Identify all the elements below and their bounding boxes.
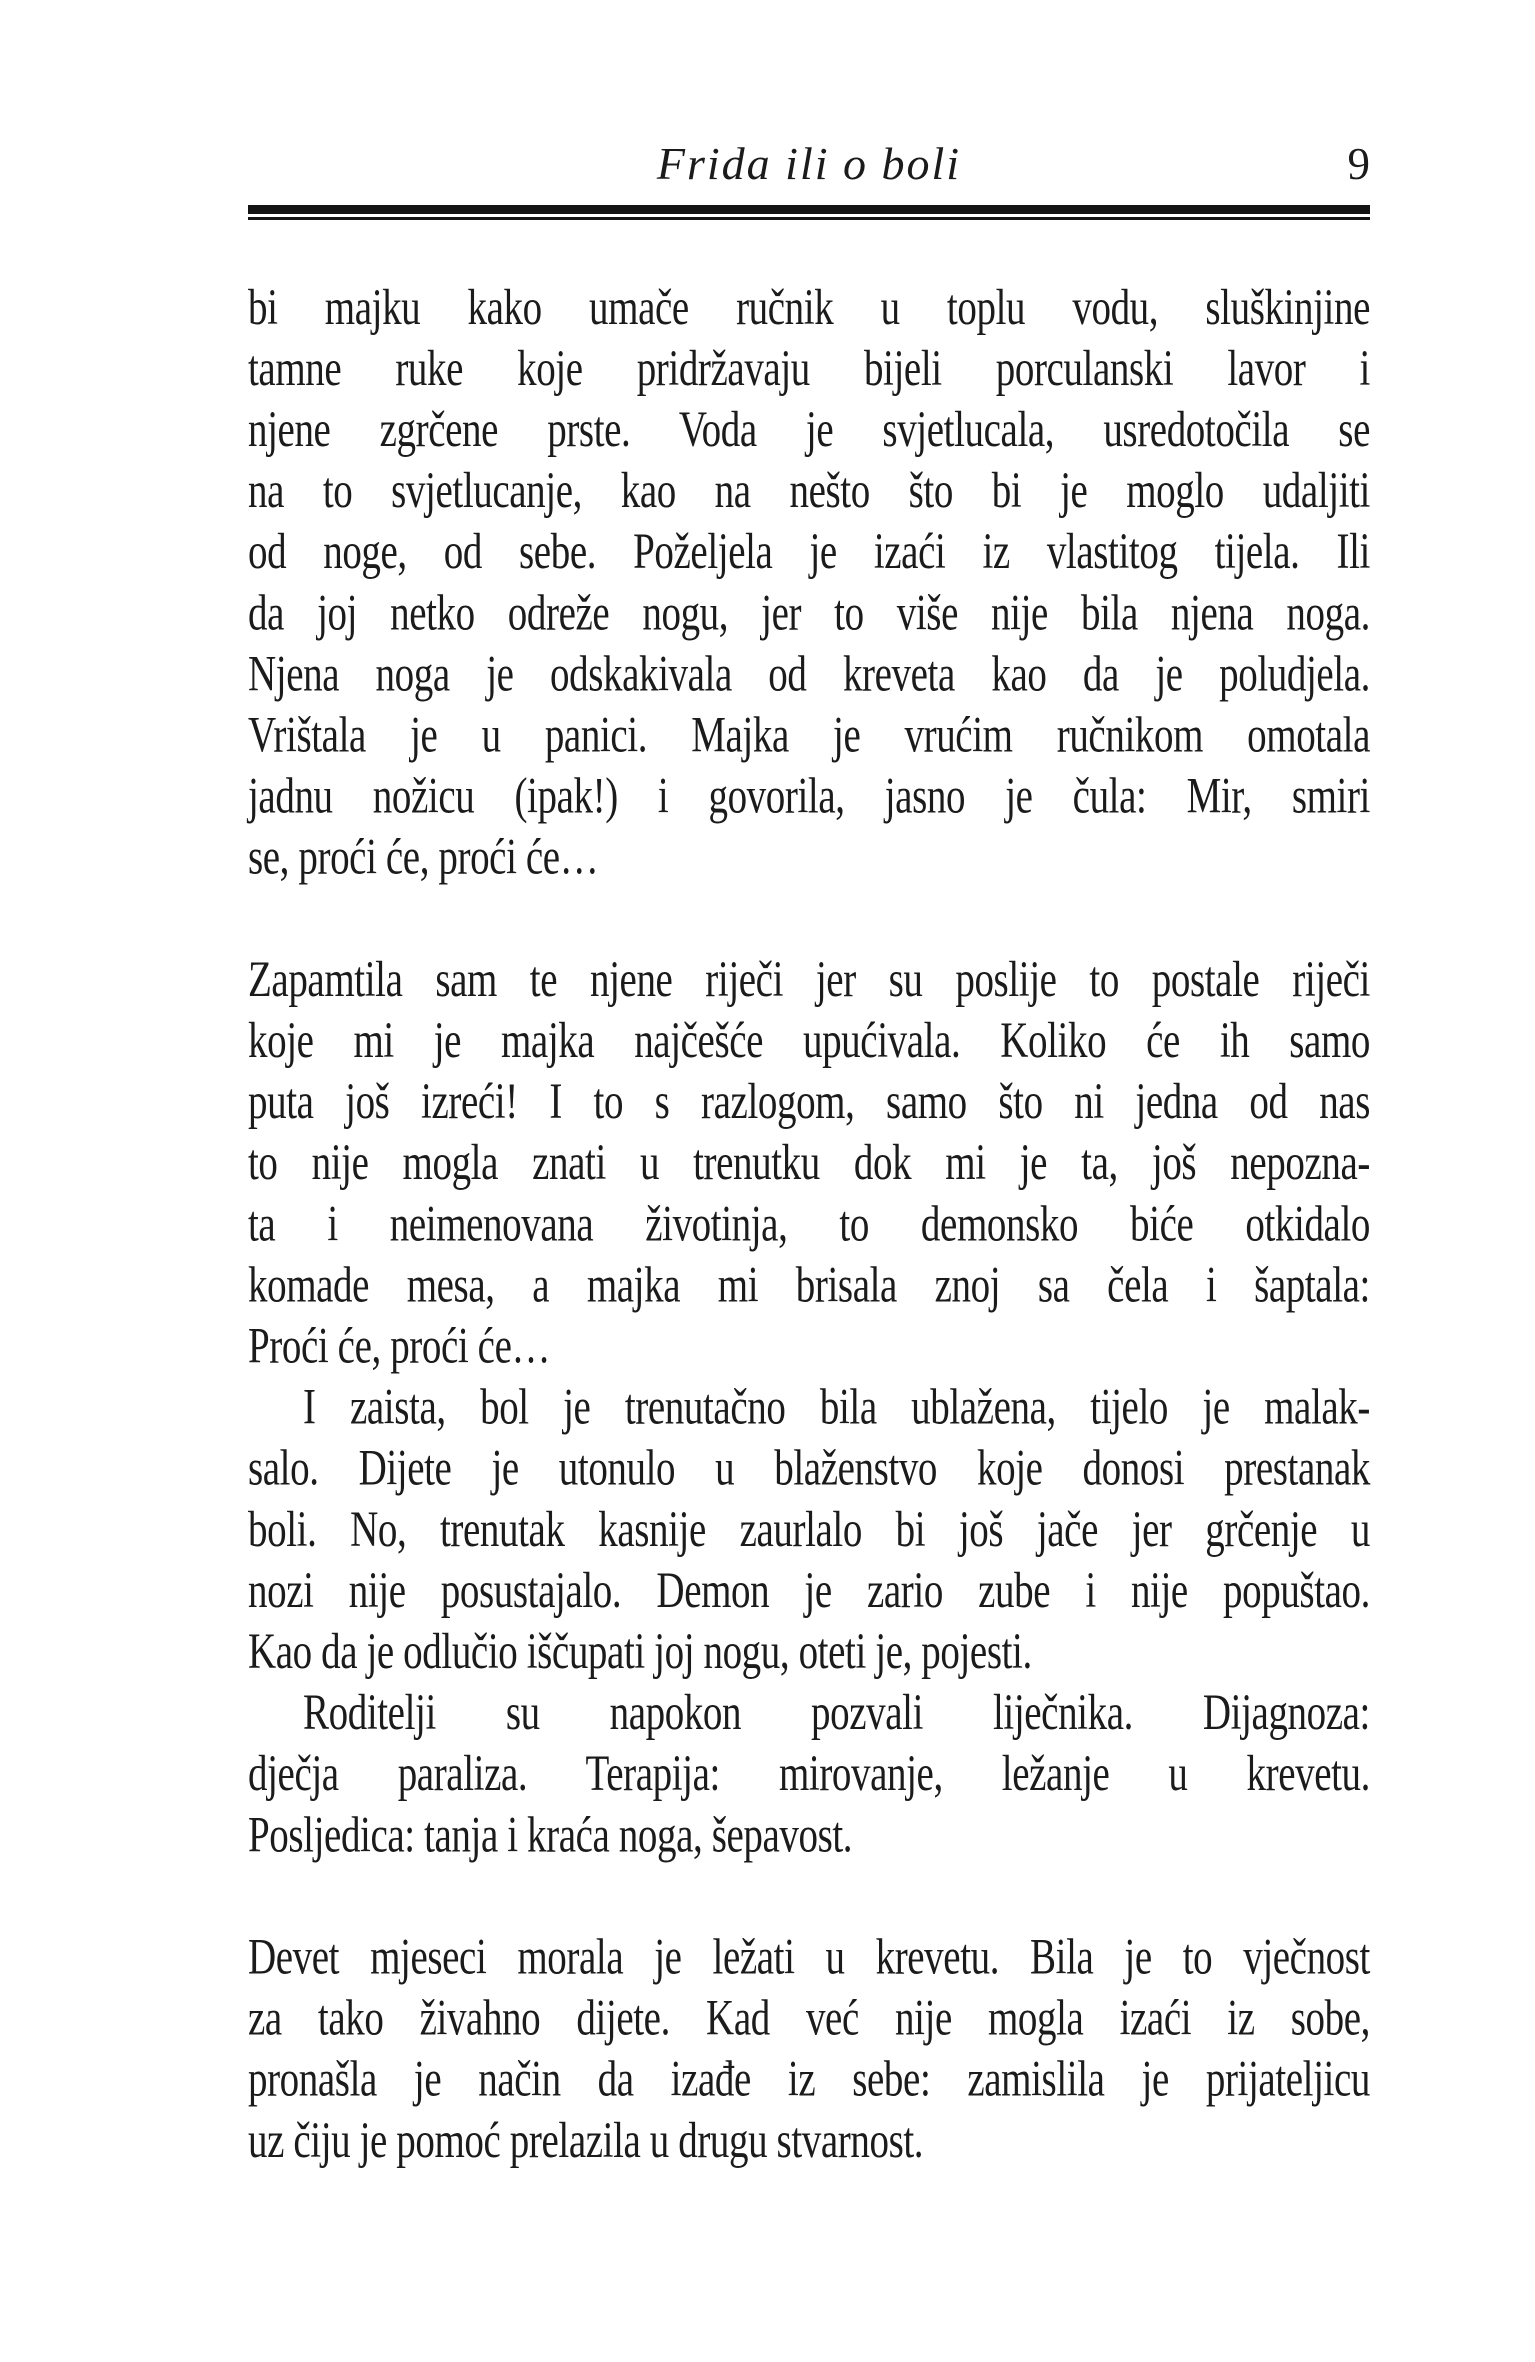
text-line: Njena noga je odskakivala od kreveta kao da je poludjela. [248, 646, 1370, 703]
text-line: dječja paraliza. Terapija: mirovanje, ležanje u krevetu. [248, 1746, 1370, 1802]
text-line: boli. No, trenutak kasnije zaurlalo bi još jače jer grčenje u [248, 1501, 1370, 1558]
page-body [248, 277, 1370, 2171]
text-line: Zapamtila sam te njene riječi jer su poslije to postale riječi [248, 951, 1370, 1008]
running-header-title: Frida ili o boli [656, 138, 962, 189]
header-rule-thin [248, 217, 1370, 220]
text-line: na to svjetlucanje, kao na nešto što bi je moglo udaljiti [248, 462, 1370, 519]
paragraph-i-zaista [248, 1377, 1370, 1683]
text-line: to nije mogla znati u trenutku dok mi je ta, još nepozna- [248, 1135, 1370, 1191]
text-line: Proći će, proći će… [248, 1318, 551, 1375]
text-line: komade mesa, a majka mi brisala znoj sa čela i šaptala: [248, 1257, 1370, 1314]
text-line: od noge, od sebe. Poželjela je izaći iz vlastitog tijela. Ili [248, 524, 1370, 580]
text-line: uz čiju je pomoć prelazila u drugu stvarnost. [248, 2112, 924, 2169]
text-line: njene zgrčene prste. Voda je svjetlucala, usredotočila se [248, 401, 1370, 458]
text-line: puta još izreći! I to s razlogom, samo što ni jedna od nas [248, 1073, 1370, 1130]
text-line: jadnu nožicu (ipak!) i govorila, jasno je čula: Mir, smiri [248, 768, 1370, 825]
page-number: 9 [1347, 139, 1370, 189]
text-line: Vrištala je u panici. Majka je vrućim ručnikom omotala [248, 707, 1370, 764]
text-line: salo. Dijete je utonulo u blaženstvo koje donosi prestanak [248, 1440, 1370, 1497]
text-line: tamne ruke koje pridržavaju bijeli porculanski lavor i [248, 340, 1370, 397]
header-rule-thick [248, 205, 1370, 214]
text-line: Devet mjeseci morala je ležati u krevetu. Bila je to vječnost [248, 1929, 1370, 1986]
text-line: Posljedica: tanja i kraća noga, šepavost. [248, 1807, 853, 1863]
running-header [248, 134, 1370, 194]
text-line: Kao da je odlučio iščupati joj nogu, oteti je, pojesti. [248, 1623, 1032, 1680]
paragraph-roditelji [248, 1682, 1370, 1865]
text-line: da joj netko odreže nogu, jer to više nije bila njena noga. [248, 585, 1370, 641]
text-line: ta i neimenovana životinja, to demonsko biće otkidalo [248, 1196, 1370, 1252]
paragraph-zapamtila [248, 949, 1370, 1377]
text-line: Roditelji su napokon pozvali liječnika. Dijagnoza: [303, 1684, 1370, 1741]
paragraph-continuation [248, 277, 1370, 888]
text-line: koje mi je majka najčešće upućivala. Koliko će ih samo [248, 1012, 1370, 1069]
text-line: se, proći će, proći će… [248, 829, 599, 886]
text-line: pronašla je način da izađe iz sebe: zamislila je prijateljicu [248, 2051, 1370, 2108]
paragraph-devet-mjeseci [248, 1927, 1370, 2171]
text-line: nozi nije posustajalo. Demon je zario zube i nije popuštao. [248, 1562, 1370, 1619]
text-line: bi majku kako umače ručnik u toplu vodu, sluškinjine [248, 279, 1370, 336]
text-line: I zaista, bol je trenutačno bila ublažena, tijelo je malak- [303, 1379, 1370, 1436]
text-line: za tako živahno dijete. Kad već nije mogla izaći iz sobe, [248, 1990, 1370, 2047]
